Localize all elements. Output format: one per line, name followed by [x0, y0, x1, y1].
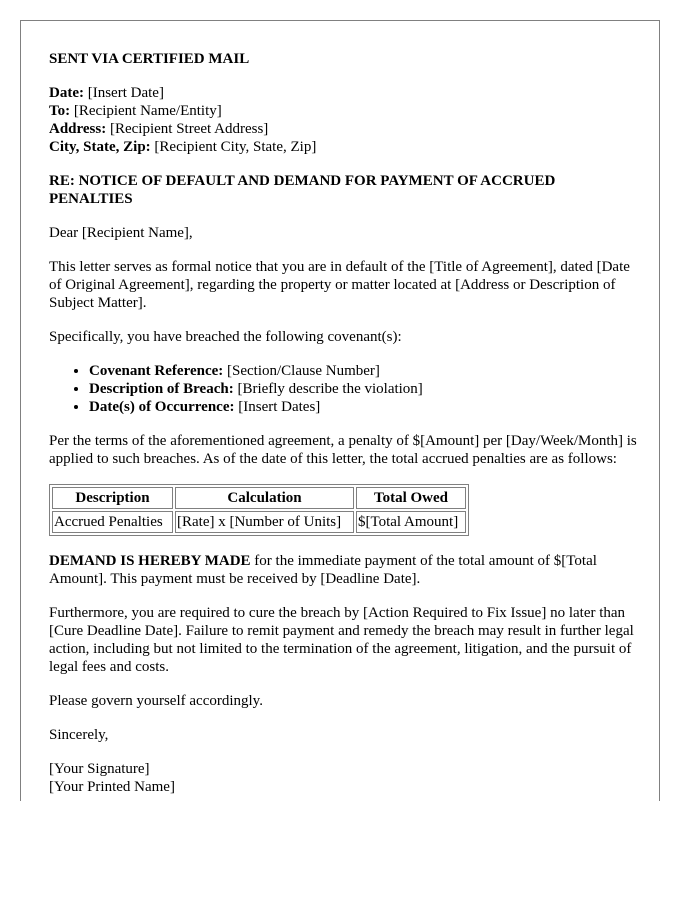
subject-line: RE: NOTICE OF DEFAULT AND DEMAND FOR PAYMENT OF ACCRUED PENALTIES	[49, 173, 556, 207]
list-item	[89, 398, 639, 416]
list-item	[89, 380, 639, 398]
salutation: Dear [Recipient Name],	[49, 225, 193, 241]
covenant-reference-label: Covenant Reference:	[89, 363, 224, 379]
notice-paragraph: This letter serves as formal notice that you are in default of the [Title of Agreement], dated [Date of Original Agreement], regarding the property or matter located at [Address or Description of Subject Matter].	[49, 259, 630, 311]
govern-paragraph: Please govern yourself accordingly.	[49, 693, 263, 709]
sent-via-line: SENT VIA CERTIFIED MAIL	[49, 51, 250, 67]
letter-page	[20, 20, 660, 801]
column-header-calculation: Calculation	[175, 487, 354, 509]
letter-content	[49, 50, 639, 796]
to-line	[49, 102, 639, 120]
breach-intro-paragraph: Specifically, you have breached the following covenant(s):	[49, 329, 402, 345]
closing: Sincerely,	[49, 727, 109, 743]
penalty-paragraph: Per the terms of the aforementioned agreement, a penalty of $[Amount] per [Day/Week/Month] is applied to such breaches. As of the date of this letter, the total accrued penalties are as follows:	[49, 433, 637, 467]
list-item	[89, 362, 639, 380]
date-label: Date:	[49, 85, 84, 101]
date-line	[49, 84, 639, 102]
demand-paragraph	[49, 552, 639, 588]
address-label: Address:	[49, 121, 107, 137]
occurrence-dates-value: [Insert Dates]	[234, 399, 321, 415]
printed-name-line: [Your Printed Name]	[49, 779, 175, 795]
table-row	[52, 511, 466, 533]
occurrence-dates-label: Date(s) of Occurrence:	[89, 399, 235, 415]
cell-total-owed: $[Total Amount]	[356, 511, 466, 533]
city-state-zip-label: City, State, Zip:	[49, 139, 151, 155]
to-label: To:	[49, 103, 71, 119]
breach-description-value: [Briefly describe the violation]	[233, 381, 423, 397]
address-line	[49, 120, 639, 138]
signature-line: [Your Signature]	[49, 761, 150, 777]
cell-description: Accrued Penalties	[52, 511, 173, 533]
demand-lead: DEMAND IS HEREBY MADE	[49, 553, 251, 569]
city-state-zip-value: [Recipient City, State, Zip]	[150, 139, 317, 155]
demand-text: for the immediate payment of the total amount of $[Total Amount]. This payment must be received by [Deadline Date].	[49, 553, 597, 587]
to-value: [Recipient Name/Entity]	[70, 103, 222, 119]
date-value: [Insert Date]	[83, 85, 164, 101]
city-state-zip-line	[49, 138, 639, 156]
table-header-row	[52, 487, 466, 509]
covenant-reference-value: [Section/Clause Number]	[223, 363, 380, 379]
covenant-list	[49, 362, 639, 416]
cure-paragraph: Furthermore, you are required to cure the breach by [Action Required to Fix Issue] no later than [Cure Deadline Date]. Failure to remit payment and remedy the breach may result in further legal action, including but not limited to the termination of the agreement, litigation, and the pursuit of legal fees and costs.	[49, 605, 634, 675]
address-value: [Recipient Street Address]	[106, 121, 269, 137]
cell-calculation: [Rate] x [Number of Units]	[175, 511, 354, 533]
column-header-total-owed: Total Owed	[356, 487, 466, 509]
breach-description-label: Description of Breach:	[89, 381, 234, 397]
column-header-description: Description	[52, 487, 173, 509]
penalty-table	[49, 484, 469, 536]
